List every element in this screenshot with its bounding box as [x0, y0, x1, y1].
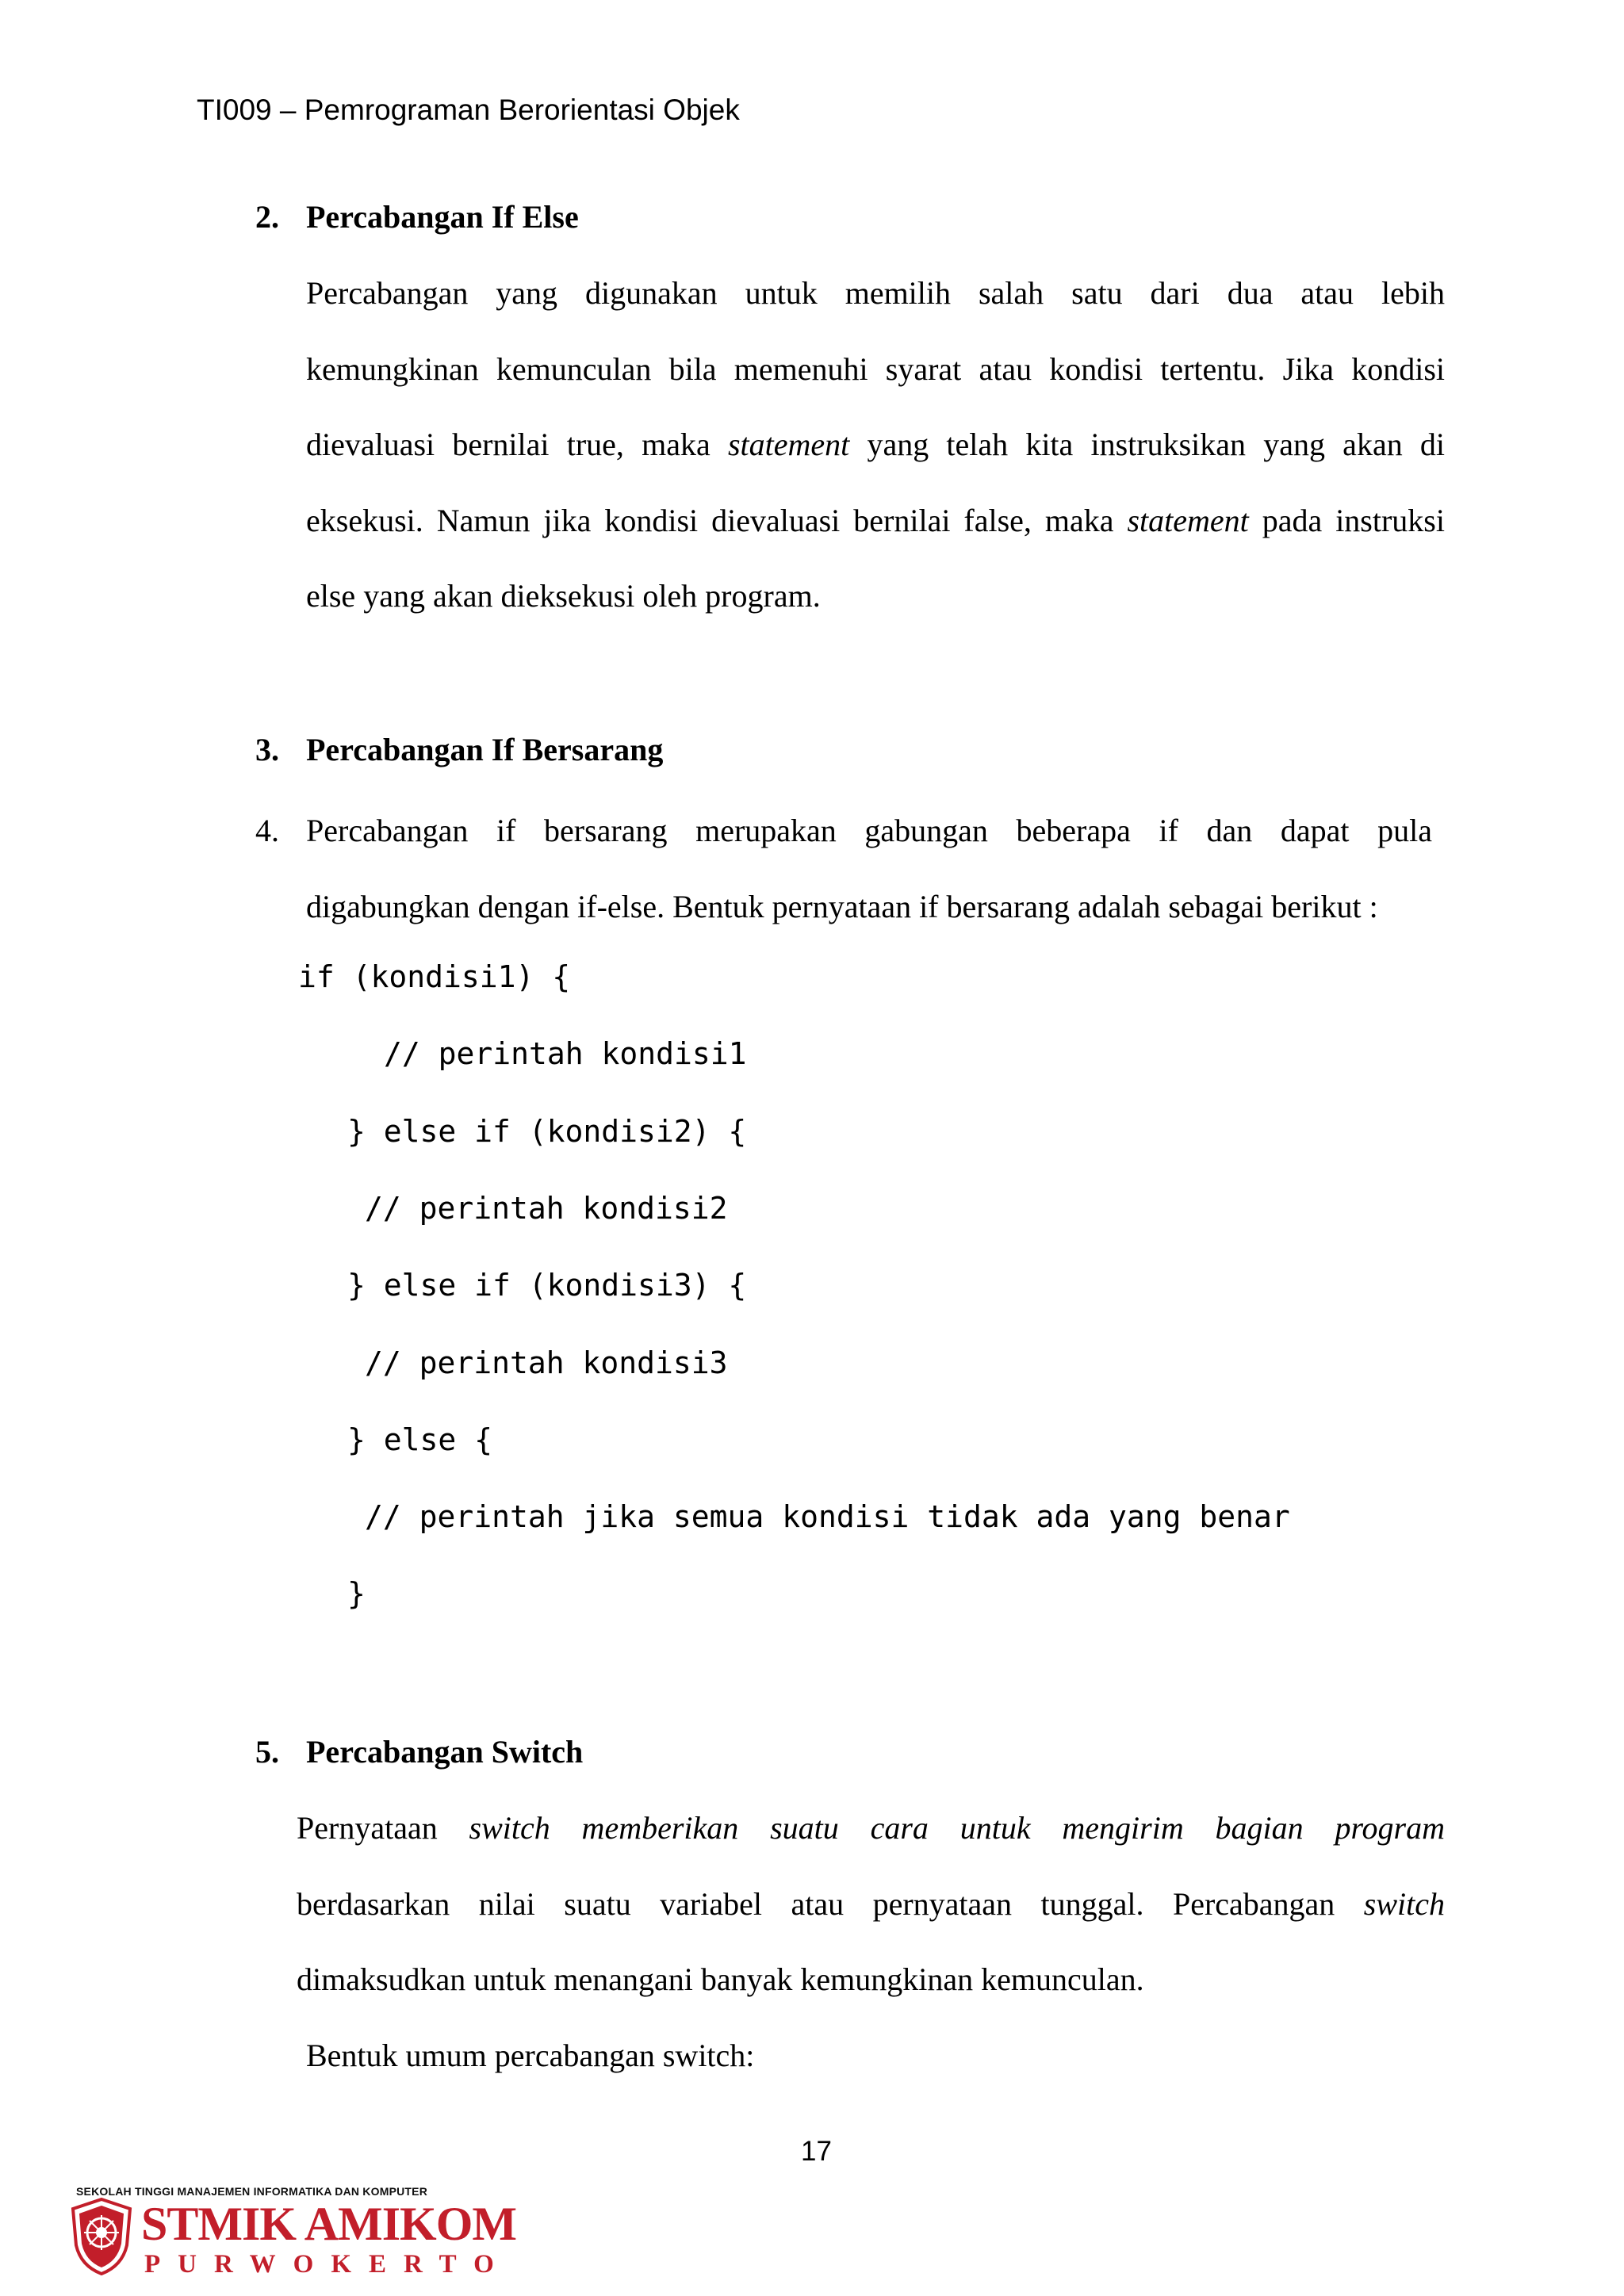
- code-line: if (kondisi1) {: [298, 959, 571, 994]
- shield-emblem-icon: [70, 2196, 133, 2275]
- section-heading-if-else: [255, 198, 579, 235]
- emphasis-text: statement: [1127, 502, 1249, 538]
- paragraph-line: dimaksudkan untuk menangani banyak kemungkinan kemunculan.: [297, 1961, 1144, 1997]
- section-number: 3.: [255, 732, 279, 767]
- paragraph-line: Pernyataan switch memberikan suatu cara untuk mengirim bagian program: [297, 1810, 1445, 1846]
- section-heading-switch: [255, 1733, 583, 1770]
- paragraph-line: berdasarkan nilai suatu variabel atau pernyataan tunggal. Percabangan switch: [297, 1885, 1445, 1922]
- section-number: 2.: [255, 199, 279, 235]
- logo-name: STMIK AMIKOM: [141, 2198, 517, 2250]
- section-title: Percabangan If Bersarang: [306, 732, 664, 767]
- paragraph-line: else yang akan dieksekusi oleh program.: [306, 578, 821, 614]
- emphasis-text: switch memberikan suatu cara untuk mengirim bagian program: [469, 1810, 1445, 1846]
- section-heading-if-bersarang: [255, 731, 663, 768]
- paragraph-line: digabungkan dengan if-else. Bentuk pernyataan if bersarang adalah sebagai berikut :: [306, 888, 1378, 924]
- code-line: } else if (kondisi3) {: [347, 1268, 747, 1303]
- paragraph-line: Bentuk umum percabangan switch:: [306, 2037, 755, 2073]
- code-line: } else {: [347, 1422, 493, 1457]
- code-line: // perintah jika semua kondisi tidak ada yang benar: [365, 1499, 1290, 1534]
- paragraph-line: dievaluasi bernilai true, maka statement yang telah kita instruksikan yang akan di: [306, 427, 1446, 462]
- section-title: Percabangan If Else: [306, 199, 579, 235]
- emphasis-text: statement: [727, 427, 850, 462]
- section-number: 5.: [255, 1734, 279, 1770]
- paragraph-line: Percabangan if bersarang merupakan gabungan beberapa if dan dapat pula: [306, 813, 1432, 848]
- paragraph-line: eksekusi. Namun jika kondisi dievaluasi bernilai false, maka statement pada instruksi: [306, 502, 1445, 538]
- section-title: Percabangan Switch: [306, 1734, 584, 1770]
- paragraph-if-else: [306, 255, 1445, 634]
- list-number: 4.: [255, 813, 279, 848]
- page-number: 17: [801, 2136, 832, 2167]
- code-line: }: [347, 1576, 366, 1611]
- paragraph-line: kemungkinan kemunculan bila memenuhi syarat atau kondisi tertentu. Jika kondisi: [306, 350, 1445, 387]
- code-line: // perintah kondisi2: [365, 1191, 728, 1226]
- list-item-4: [255, 793, 1432, 944]
- code-line: // perintah kondisi1: [384, 1036, 747, 1071]
- logo-tagline: SEKOLAH TINGGI MANAJEMEN INFORMATIKA DAN KOMPUTER: [76, 2185, 428, 2198]
- document-header: TI009 – Pemrograman Berorientasi Objek: [197, 94, 740, 126]
- code-line: } else if (kondisi2) {: [347, 1114, 747, 1149]
- emphasis-text: switch: [1363, 1885, 1445, 1922]
- logo-city: PURWOKERTO: [144, 2250, 511, 2279]
- paragraph-switch: [297, 1790, 1445, 2093]
- paragraph-line: Percabangan yang digunakan untuk memilih salah satu dari dua atau lebih: [306, 275, 1445, 311]
- code-line: // perintah kondisi3: [365, 1345, 728, 1380]
